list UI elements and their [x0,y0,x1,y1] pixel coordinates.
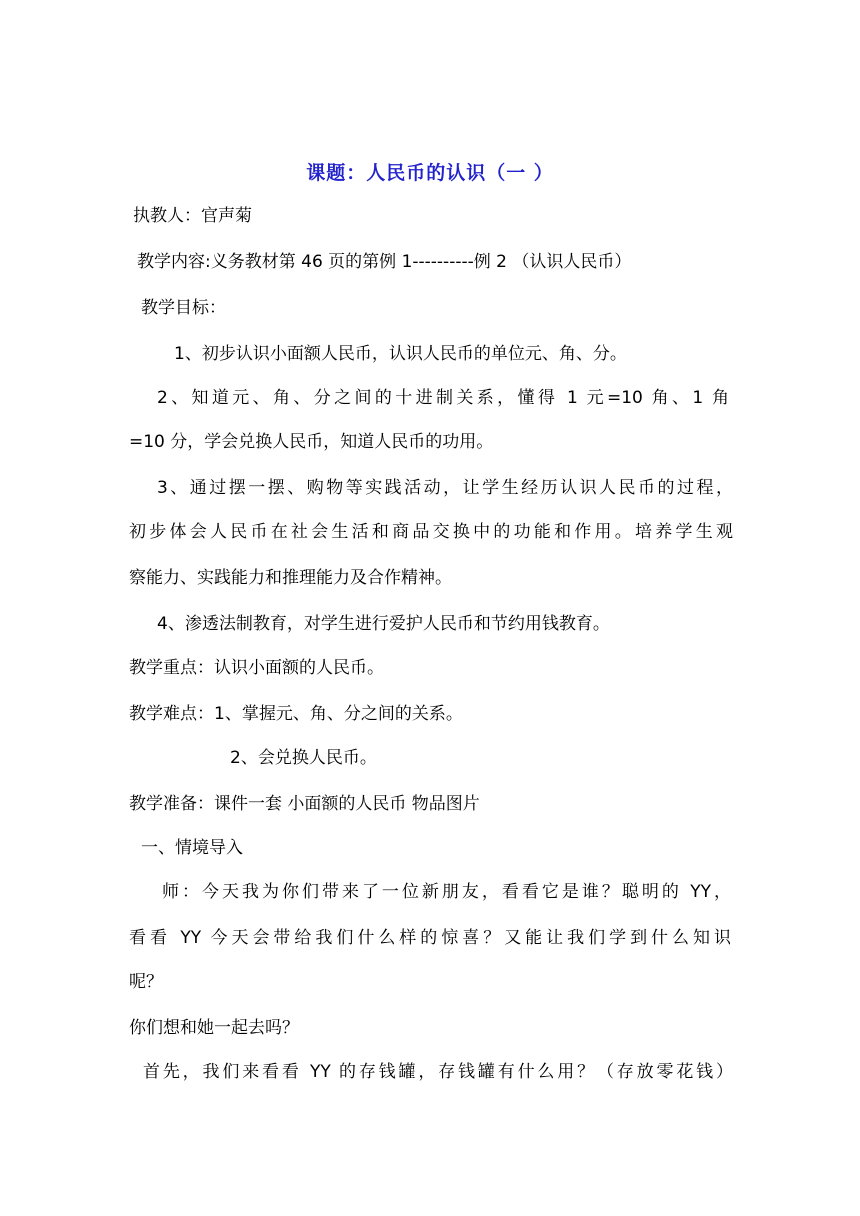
dialog-1-line-1: 师：今天我为你们带来了一位新朋友，看看它是谁？聪明的 YY， [162,882,731,902]
dialog-2: 你们想和她一起去吗？ [129,1018,299,1038]
content-line: 教学内容:义务教材第 46 页的第例 1----------例 2 （认识人民币） [137,252,632,272]
document-title: 课题：人民币的认识（一 ） [306,162,554,184]
key-point: 教学重点：认识小面额的人民币。 [129,658,384,678]
section-1-heading: 一、情境导入 [141,838,243,858]
preparation: 教学准备：课件一套 小面额的人民币 物品图片 [129,794,480,814]
goal-2-line-1: 2、知道元、角、分之间的十进制关系，懂得 1 元=10 角、1 角 [157,388,729,408]
goal-2-line-2: =10 分，学会兑换人民币，知道人民币的功用。 [129,432,494,452]
difficulty-2: 2、会兑换人民币。 [230,748,377,768]
goal-3-line-2: 初步体会人民币在社会生活和商品交换中的功能和作用。培养学生观 [129,522,733,542]
dialog-3: 首先，我们来看看 YY 的存钱罐，存钱罐有什么用？（存放零花钱） [143,1062,733,1082]
goals-heading: 教学目标： [141,298,226,318]
dialog-1-line-2: 看看 YY 今天会带给我们什么样的惊喜？又能让我们学到什么知识 [129,928,731,948]
goal-4: 4、渗透法制教育，对学生进行爱护人民币和节约用钱教育。 [157,614,610,634]
goal-3-line-3: 察能力、实践能力和推理能力及合作精神。 [129,568,452,588]
goal-3-line-1: 3、通过摆一摆、购物等实践活动，让学生经历认识人民币的过程， [157,478,733,498]
teacher-line: 执教人：官声菊 [133,206,252,226]
dialog-1-line-3: 呢？ [129,972,163,992]
difficulty-1: 教学难点：1、掌握元、角、分之间的关系。 [129,704,463,724]
goal-1: 1、初步认识小面额人民币，认识人民币的单位元、角、分。 [174,344,627,364]
